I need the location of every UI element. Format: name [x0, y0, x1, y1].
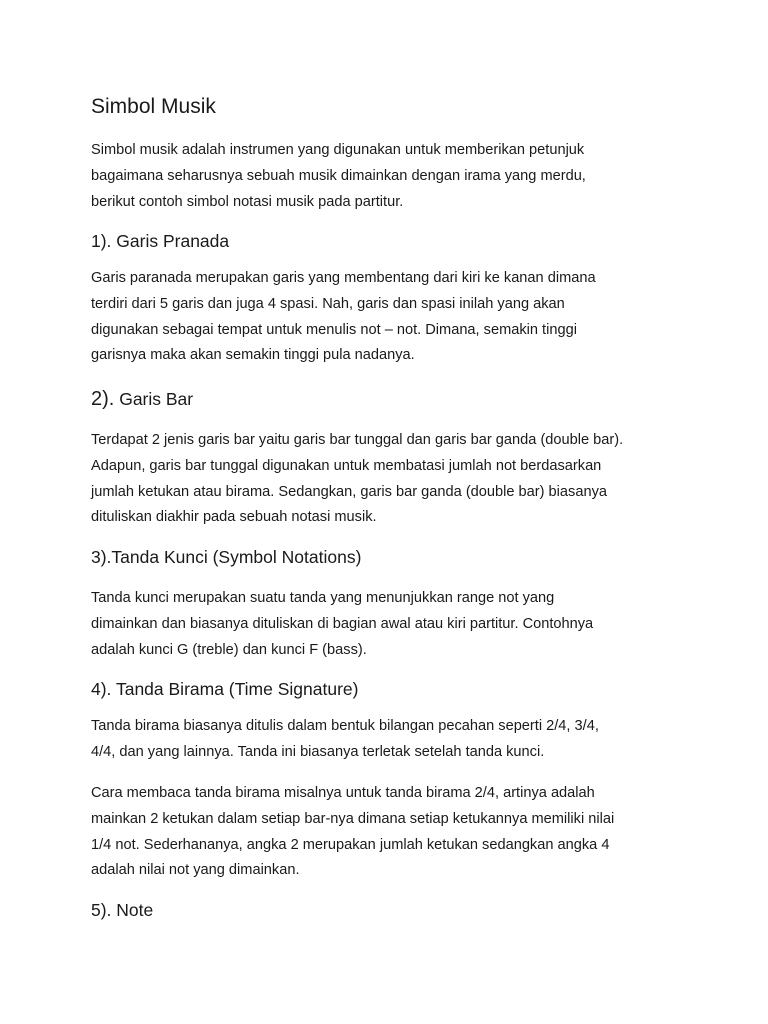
- text-line: garisnya maka akan semakin tinggi pula nadanya.: [91, 347, 415, 364]
- text-line: adalah nilai not yang dimainkan.: [91, 862, 300, 879]
- section-2-title: Garis Bar: [114, 389, 194, 409]
- text-line: Tanda birama biasanya ditulis dalam bentuk bilangan pecahan seperti 2/4, 3/4,: [91, 718, 599, 734]
- text-line: bagaimana seharusnya sebuah musik dimainkan dengan irama yang merdu,: [91, 167, 586, 184]
- text-line: adalah kunci G (treble) dan kunci F (bass).: [91, 641, 367, 658]
- text-line: Simbol musik adalah instrumen yang digunakan untuk memberikan petunjuk: [91, 142, 585, 158]
- section-1-heading: 1). Garis Pranada: [91, 231, 230, 251]
- section-2-number: 2).: [91, 388, 115, 410]
- text-line: Terdapat 2 jenis garis bar yaitu garis bar tunggal dan garis bar ganda (double bar).: [91, 432, 624, 448]
- text-line: 4/4, dan yang lainnya. Tanda ini biasanya terletak setelah tanda kunci.: [91, 743, 545, 760]
- section-4-heading: 4). Tanda Birama (Time Signature): [91, 679, 359, 699]
- text-line: digunakan sebagai tempat untuk menulis not – not. Dimana, semakin tinggi: [91, 321, 577, 338]
- page-title: Simbol Musik: [91, 95, 216, 118]
- text-line: 1/4 not. Sederhananya, angka 2 merupakan jumlah ketukan sedangkan angka 4: [91, 836, 610, 853]
- text-line: Tanda kunci merupakan suatu tanda yang menunjukkan range not yang: [91, 590, 555, 606]
- text-line: terdiri dari 5 garis dan juga 4 spasi. Nah, garis dan spasi inilah yang akan: [91, 295, 565, 312]
- text-line: dituliskan diakhir pada sebuah notasi musik.: [91, 509, 377, 526]
- intro-paragraph: [91, 138, 681, 215]
- section-3-paragraph: [91, 586, 681, 663]
- text-line: jumlah ketukan atau birama. Sedangkan, garis bar ganda (double bar) biasanya: [91, 483, 607, 500]
- section-2-paragraph: [91, 428, 681, 531]
- section-4-paragraph-1: [91, 714, 681, 766]
- text-line: Garis paranada merupakan garis yang membentang dari kiri ke kanan dimana: [91, 270, 596, 286]
- section-2-heading: [91, 388, 193, 410]
- text-line: dimainkan dan biasanya dituliskan di bagian awal atau kiri partitur. Contohnya: [91, 615, 594, 632]
- section-4-paragraph-2: [91, 781, 681, 884]
- text-line: berikut contoh simbol notasi musik pada partitur.: [91, 193, 404, 210]
- text-line: mainkan 2 ketukan dalam setiap bar-nya dimana setiap ketukannya memiliki nilai: [91, 810, 615, 827]
- section-3-heading: 3).Tanda Kunci (Symbol Notations): [91, 547, 362, 567]
- text-line: Adapun, garis bar tunggal digunakan untuk membatasi jumlah not berdasarkan: [91, 457, 602, 474]
- section-1-paragraph: [91, 266, 681, 369]
- section-5-heading: 5). Note: [91, 900, 154, 920]
- text-line: Cara membaca tanda birama misalnya untuk tanda birama 2/4, artinya adalah: [91, 785, 595, 801]
